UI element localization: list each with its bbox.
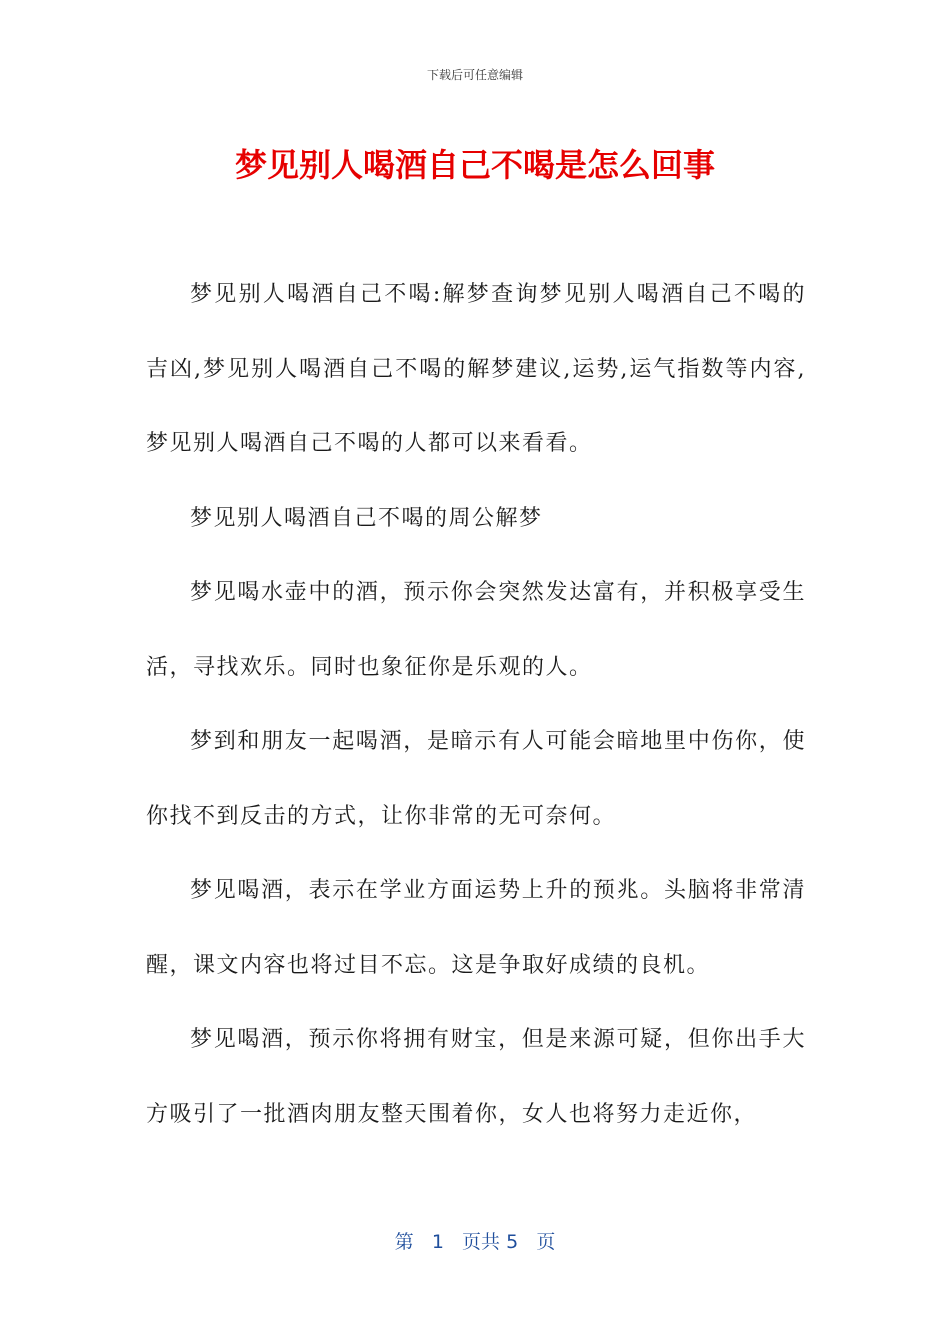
footer-middle: 页共 (462, 1231, 501, 1253)
total-pages-number: 5 (506, 1231, 519, 1253)
current-page-number: 1 (431, 1231, 444, 1253)
paragraph-intro: 梦见别人喝酒自己不喝:解梦查询梦见别人喝酒自己不喝的吉凶,梦见别人喝酒自己不喝的解梦建议,运势,运气指数等内容,梦见别人喝酒自己不喝的人都可以来看看。 (146, 282, 806, 456)
header-note: 下载后可任意编辑 (426, 68, 523, 82)
paragraph-1: 梦见喝水壶中的酒，预示你会突然发达富有，并积极享受生活，寻找欢乐。同时也象征你是乐观的人。 (146, 580, 806, 680)
document-body (146, 258, 806, 1152)
page-title: 梦见别人喝酒自己不喝是怎么回事 (234, 146, 715, 184)
paragraph-subheading: 梦见别人喝酒自己不喝的周公解梦 (190, 505, 543, 531)
footer-suffix: 页 (536, 1231, 556, 1253)
paragraph-4: 梦见喝酒，预示你将拥有财宝，但是来源可疑，但你出手大方吸引了一批酒肉朋友整天围着你，女人也将努力走近你， (146, 1027, 806, 1127)
paragraph-2: 梦到和朋友一起喝酒，是暗示有人可能会暗地里中伤你，使你找不到反击的方式，让你非常的无可奈何。 (146, 729, 806, 829)
page-footer (0, 1227, 950, 1254)
paragraph-3: 梦见喝酒，表示在学业方面运势上升的预兆。头脑将非常清醒，课文内容也将过目不忘。这是争取好成绩的良机。 (146, 878, 806, 978)
footer-prefix: 第 (394, 1231, 414, 1253)
